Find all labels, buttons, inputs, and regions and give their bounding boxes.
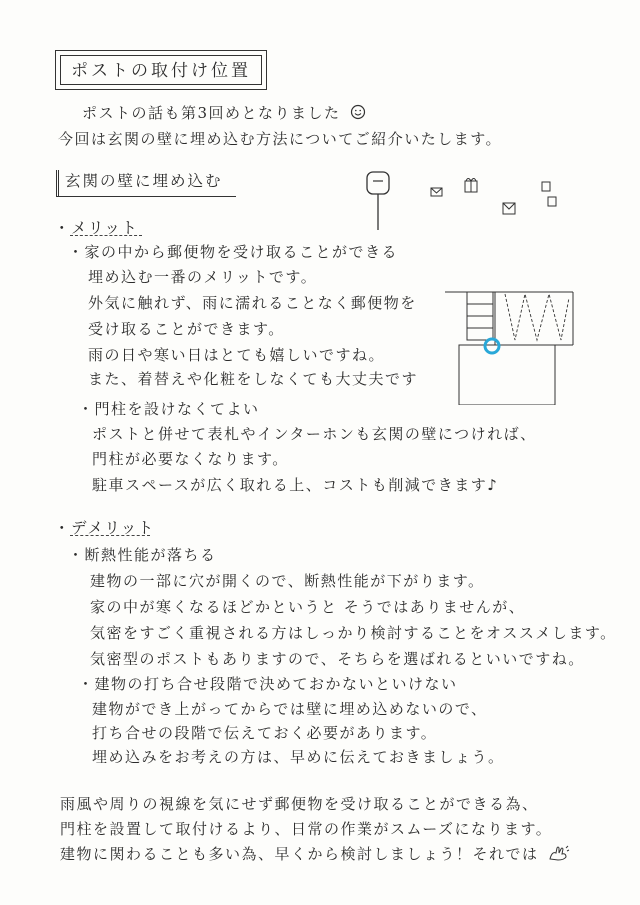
section-heading-text: 玄関の壁に埋め込む [65, 172, 223, 190]
smiley-icon [350, 104, 366, 120]
merit-item-2-line-3: 駐車スペースが広く取れる上、コストも削減できます♪ [92, 476, 499, 494]
demerit-heading: ・デメリット [54, 519, 155, 537]
merit-heading: ・メリット [54, 219, 139, 237]
merit-item-2-line-1: ポストと併せて表札やインターホンも玄関の壁につければ、 [92, 425, 537, 443]
demerit-item-2-line-1: 建物ができ上がってからでは壁に埋め込めないので、 [92, 700, 488, 718]
title-box [55, 50, 267, 90]
section-heading [56, 170, 223, 196]
intro-line-2: 今回は玄関の壁に埋め込む方法についてご紹介いたします。 [58, 130, 503, 148]
merit-item-1-line-2: 外気に触れず、雨に濡れることなく郵便物を [88, 294, 417, 312]
waving-hand-icon [548, 845, 570, 861]
merit-item-1-line-4: 雨の日や寒い日はとても嬉しいですね。 [88, 346, 386, 364]
demerit-item-2-line-3: 埋め込みをお考えの方は、早めに伝えておきましょう。 [92, 748, 505, 766]
demerit-underline [70, 535, 150, 536]
closing-text-3: 建物に関わることも多い為、早くから検討しましょう！それでは [60, 845, 539, 863]
demerit-item-1-line-1: 建物の一部に穴が開くので、断熱性能が下がります。 [90, 572, 485, 590]
merit-item-2-line-2: 門柱が必要なくなります。 [92, 450, 289, 468]
merit-item-1-line-3: 受け取ることができます。 [88, 320, 285, 338]
demerit-item-1-line-3: 気密をすごく重視される方はしっかり検討することをオススメします。 [90, 624, 617, 642]
merit-item-1-line-5: また、着替えや化粧をしなくても大丈夫です [88, 370, 419, 388]
demerit-item-1-title: ・断熱性能が落ちる [68, 546, 217, 564]
closing-line-2: 門柱を設置して取付けるより、日常の作業がスムーズになります。 [60, 820, 553, 838]
closing-line-1: 雨風や周りの視線を気にせず郵便物を受け取ることができる為、 [60, 795, 539, 813]
section-underline [56, 196, 236, 197]
wall-mailbox-illustration [445, 290, 575, 405]
closing-line-3 [60, 843, 570, 864]
mailbox-illustration [355, 168, 570, 230]
demerit-item-1-line-4: 気密型のポストもありますので、そちらを選ばれるといいですね。 [90, 650, 585, 668]
intro-text-1: ポストの話も第3回めとなりました [82, 104, 341, 122]
merit-underline [70, 235, 142, 236]
demerit-item-1-line-2: 家の中が寒くなるほどかというと そうではありませんが、 [90, 598, 526, 616]
intro-line-1 [82, 102, 366, 123]
merit-item-2-title: ・門柱を設けなくてよい [78, 400, 260, 418]
merit-item-1-line-1: 埋め込む一番のメリットです。 [88, 268, 318, 286]
demerit-item-2-line-2: 打ち合せの段階で伝えておく必要があります。 [92, 724, 438, 742]
merit-item-1-title: ・家の中から郵便物を受け取ることができる [68, 243, 399, 261]
demerit-item-2-title: ・建物の打ち合せ段階で決めておかないといけない [78, 675, 458, 693]
page-title: ポストの取付け位置 [71, 61, 251, 81]
